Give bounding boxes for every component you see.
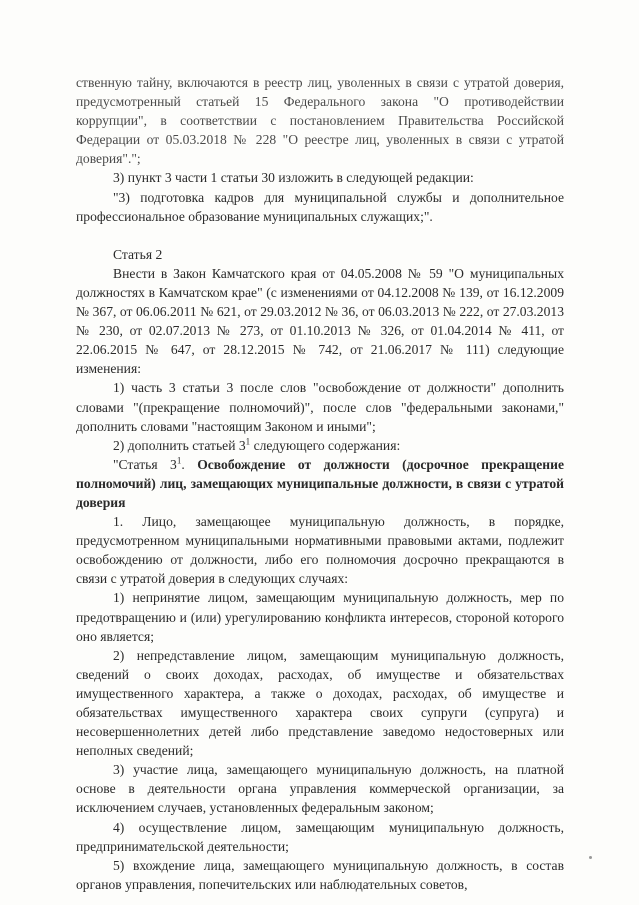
spacer [76,226,564,245]
scan-speck [589,856,592,859]
paragraph-case-2: 2) непредставление лицом, замещающим муниципальную должность, сведений о своих доходах, расходах, об имуществе и обязательствах имущественного характера, а также о доходах, расходах, об имуществе и обязательствах имущественного характера своих супруги (супруга) и несовершеннолетних детей либо представление заведомо недостоверных или неполных сведений; [76,647,564,759]
paragraph-case-3: 3) участие лица, замещающего муниципальную должность, на платной основе в деятельности органа управления коммерческой организации, за исключением случаев, установленных федеральным законом; [76,762,564,816]
paragraph-change-2: 2) дополнить статьей $3^1$ следующего содержания: [113,436,401,453]
paragraph-case-4: 4) осуществление лицом, замещающим муниципальную должность, предпринимательской деятельности; [76,819,564,854]
paragraph-change-1: 1) часть 3 статьи 3 после слов "освобождение от должности" дополнить словами "(прекращение полномочий)", после слов "федеральными законами," дополнить словами "настоящим Законом и иными"; [76,380,564,434]
article-2-heading: Статья 2 [113,246,163,262]
paragraph-part-1: 1. Лицо, замещающее муниципальную должность, в порядке, предусмотренном муниципальными нормативными правовыми актами, подлежит освобождению от должности, либо его полномочия досрочно прекращаются в связи с утратой доверия в следующих случаях: [76,514,564,587]
paragraph-continuation: ственную тайну, включаются в реестр лиц, уволенных в связи с утратой доверия, предусмотренный статьей 15 Федерального закона "О противодействии коррупции", в соответствии с постановлением Правительства Российской Федерации от 05.03.2018 № 228 "О реестре лиц, уволенных в связи с утратой доверия"."; [76,75,564,167]
article-3-1-title: Освобождение от должности (досрочное прекращение полномочий) лиц, замещающих муниципальные должности, в связи с утратой доверия [76,456,564,510]
paragraph-case-5: 5) вхождение лица, замещающего муниципальную должность, в состав органов управления, попечительских или наблюдательных советов, [76,857,564,892]
paragraph-item-3: 3) пункт 3 части 1 статьи 30 изложить в следующей редакции: [113,170,474,186]
article-3-1-heading: "Статья $3^1$. Освобождение от должности (досрочное прекращение полномочий) лиц, замещающих муниципальные должности, в связи с утратой доверия [76,455,564,510]
paragraph-case-1: 1) непринятие лицом, замещающим муниципальную должность, мер по предотвращению и (или) урегулированию конфликта интересов, стороной которого оно является; [76,590,564,644]
paragraph-amendment-intro: Внести в Закон Камчатского края от 04.05.2008 № 59 "О муниципальных должностях в Камчатском крае" (с изменениями от 04.12.2008 № 139, от 16.12.2009 № 367, от 06.06.2011 № 621, от 29.03.2012 № 36, от 06.03.2013 № 222, от 27.03.2013 № 230, от 02.07.2013 № 273, от 01.10.2013 № 326, от 01.04.2014 № 411, от 22.06.2015 № 647, от 28.12.2015 № 742, от 21.06.2017 № 111) следующие изменения: [76,265,564,377]
document-body [76,73,564,894]
paragraph-quoted-item-3: "3) подготовка кадров для муниципальной службы и дополнительное профессиональное образование муниципальных служащих;". [76,189,564,224]
